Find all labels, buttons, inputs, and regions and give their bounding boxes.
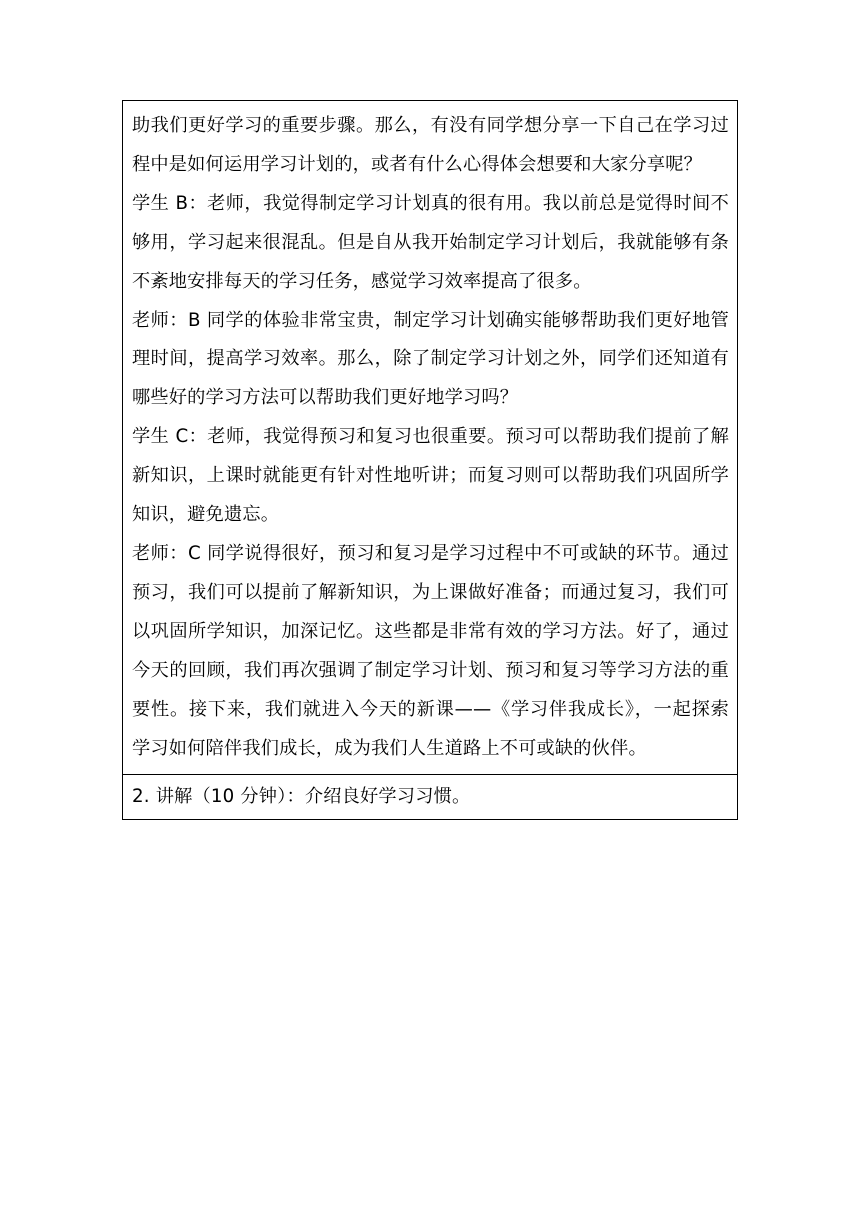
paragraph-intro: 助我们更好学习的重要步骤。那么，有没有同学想分享一下自己在学习过程中是如何运用学习计划的，或者有什么心得体会想要和大家分享呢？ — [132, 115, 729, 175]
paragraph-teacher-b: 老师：B 同学的体验非常宝贵，制定学习计划确实能够帮助我们更好地管理时间，提高学习效率。那么，除了制定学习计划之外，同学们还知道有哪些好的学习方法可以帮助我们更好地学习吗？ — [132, 309, 729, 409]
paragraph-student-c: 学生 C：老师，我觉得预习和复习也很重要。预习可以帮助我们提前了解新知识，上课时就能更有针对性地听讲；而复习则可以帮助我们巩固所学知识，避免遗忘。 — [132, 426, 729, 526]
dialogue-cell — [123, 101, 737, 775]
paragraph-student-b: 学生 B：老师，我觉得制定学习计划真的很有用。我以前总是觉得时间不够用，学习起来很混乱。但是自从我开始制定学习计划后，我就能够有条不紊地安排每天的学习任务，感觉学习效率提高了很多。 — [132, 192, 729, 292]
step-heading: 2. 讲解（10 分钟）：介绍良好学习习惯。 — [132, 786, 471, 808]
paragraph-teacher-c: 老师：C 同学说得很好，预习和复习是学习过程中不可或缺的环节。通过预习，我们可以提前了解新知识，为上课做好准备；而通过复习，我们可以巩固所学知识，加深记忆。这些都是非常有效的学习方法。好了，通过今天的回顾，我们再次强调了制定学习计划、预习和复习等学习方法的重要性。接下来，我们就进入今天的新课——《学习伴我成长》，一起探索学习如何陪伴我们成长，成为我们人生道路上不可或缺的伙伴。 — [132, 542, 729, 759]
step-cell — [123, 775, 737, 819]
lesson-table — [122, 100, 738, 820]
